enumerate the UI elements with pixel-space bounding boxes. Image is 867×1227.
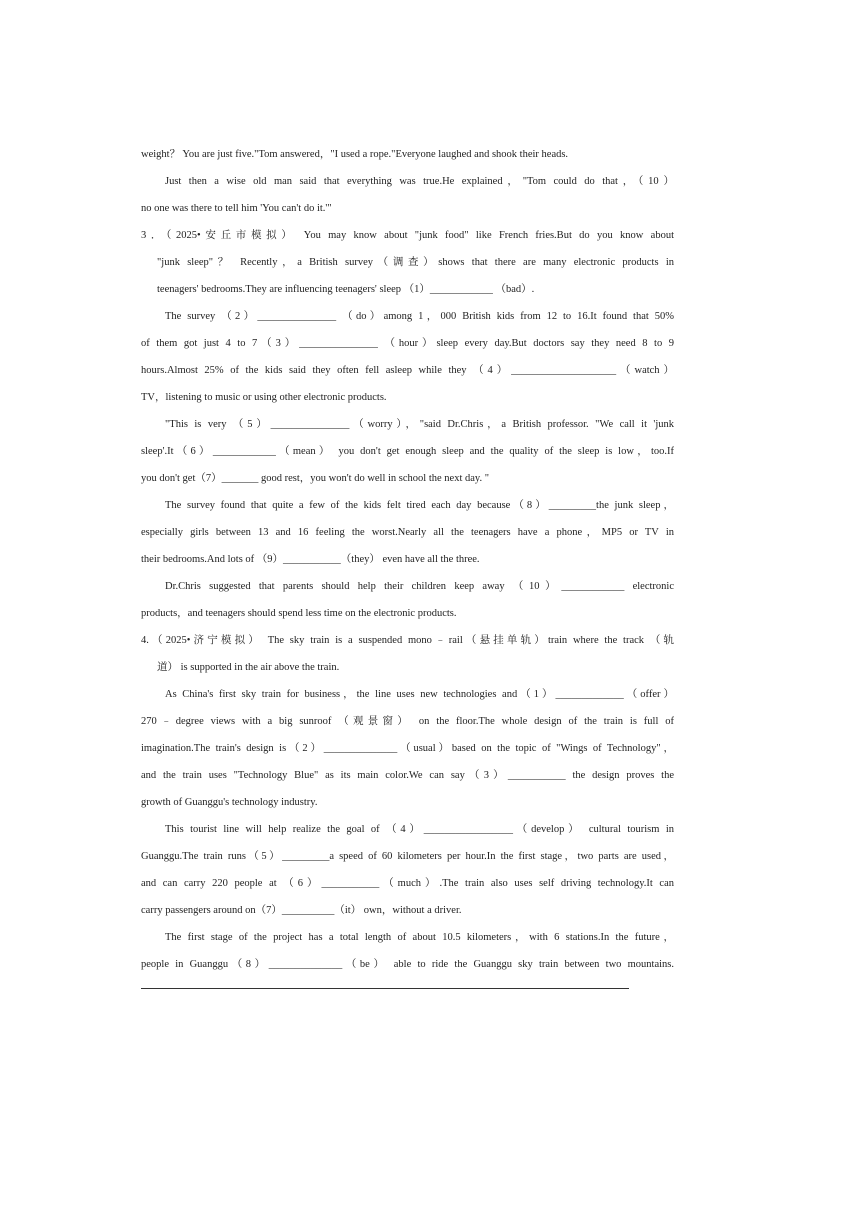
text-line: Guanggu.The train runs（5）_________a speed of 60 kilometers per hour.In the first stage，two parts are used， [141,851,674,862]
text-line: weight？ You are just five."Tom answered，"I used a rope."Everyone laughed and shook their heads. [141,149,569,160]
text-line: and the train uses "Technology Blue" as its main color.We can say（3）___________ the design proves the [141,770,674,781]
text-line: and can carry 220 people at （6）___________（much）.The train also uses self driving technology.It can [141,878,674,889]
text-line: As China's first sky train for business，the line uses new technologies and（1）_____________（offer） [165,689,674,700]
text-line: teenagers' bedrooms.They are influencing teenagers' sleep （1）____________ （bad）. [157,284,535,295]
text-line: TV，listening to music or using other electronic products. [141,392,387,403]
text-line: their bedrooms.And lots of （9）___________（they） even have all the three. [141,554,480,565]
text-line: no one was there to tell him 'You can't do it.'" [141,203,332,214]
text-line: 道） is supported in the air above the train. [157,662,340,673]
text-line: Dr.Chris suggested that parents should help their children keep away （10）____________ electronic [165,581,674,592]
text-line: sleep'.It（6）____________（mean） you don't get enough sleep and the quality of the sleep is low，too.If [141,446,674,457]
text-line: The survey （2）_______________ （do）among 1，000 British kids from 12 to 16.It found that 50% [165,311,674,322]
text-line: The survey found that quite a few of the kids felt tired each day because（8）_________the junk sleep， [165,500,674,511]
text-line: This tourist line will help realize the goal of （4）_________________（develop） cultural tourism in [165,824,674,835]
question-3-heading: 3．（2025•安丘市模拟） You may know about "junk food" like French fries.But do you know about [141,230,674,241]
text-line: hours.Almost 25% of the kids said they often fell asleep while they （4）____________________（watch） [141,365,674,376]
text-line: carry passengers around on（7）__________（it） own，without a driver. [141,905,462,916]
section-divider [141,988,629,989]
text-line: growth of Guanggu's technology industry. [141,797,318,808]
text-line: "junk sleep"？ Recently，a British survey（调查）shows that there are many electronic products in [157,257,674,268]
text-line: people in Guanggu（8）______________（be） able to ride the Guanggu sky train between two mountains. [141,959,674,970]
text-line: The first stage of the project has a total length of about 10.5 kilometers，with 6 stations.In the future， [165,932,674,943]
text-line: of them got just 4 to 7（3）_______________ （hour）sleep every day.But doctors say they need 8 to 9 [141,338,674,349]
text-line: products，and teenagers should spend less time on the electronic products. [141,608,457,619]
question-4-heading: 4.（2025•济宁模拟） The sky train is a suspended mono﹣rail（悬挂单轨）train where the track （轨 [141,635,674,646]
text-line: especially girls between 13 and 16 feeling the worst.Nearly all the teenagers have a phone，MP5 or TV in [141,527,674,538]
text-line: you don't get（7）_______ good rest，you won't do well in school the next day. " [141,473,490,484]
text-line: "This is very （5）_______________（worry），"said Dr.Chris，a British professor. "We call it 'junk [165,419,674,430]
text-line: Just then a wise old man said that everything was true.He explained，"Tom could do that，（10） [165,176,674,187]
text-line: imagination.The train's design is（2）______________（usual）based on the topic of "Wings of Technology"， [141,743,674,754]
text-line: 270﹣degree views with a big sunroof （观景窗） on the floor.The whole design of the train is full of [141,716,674,727]
